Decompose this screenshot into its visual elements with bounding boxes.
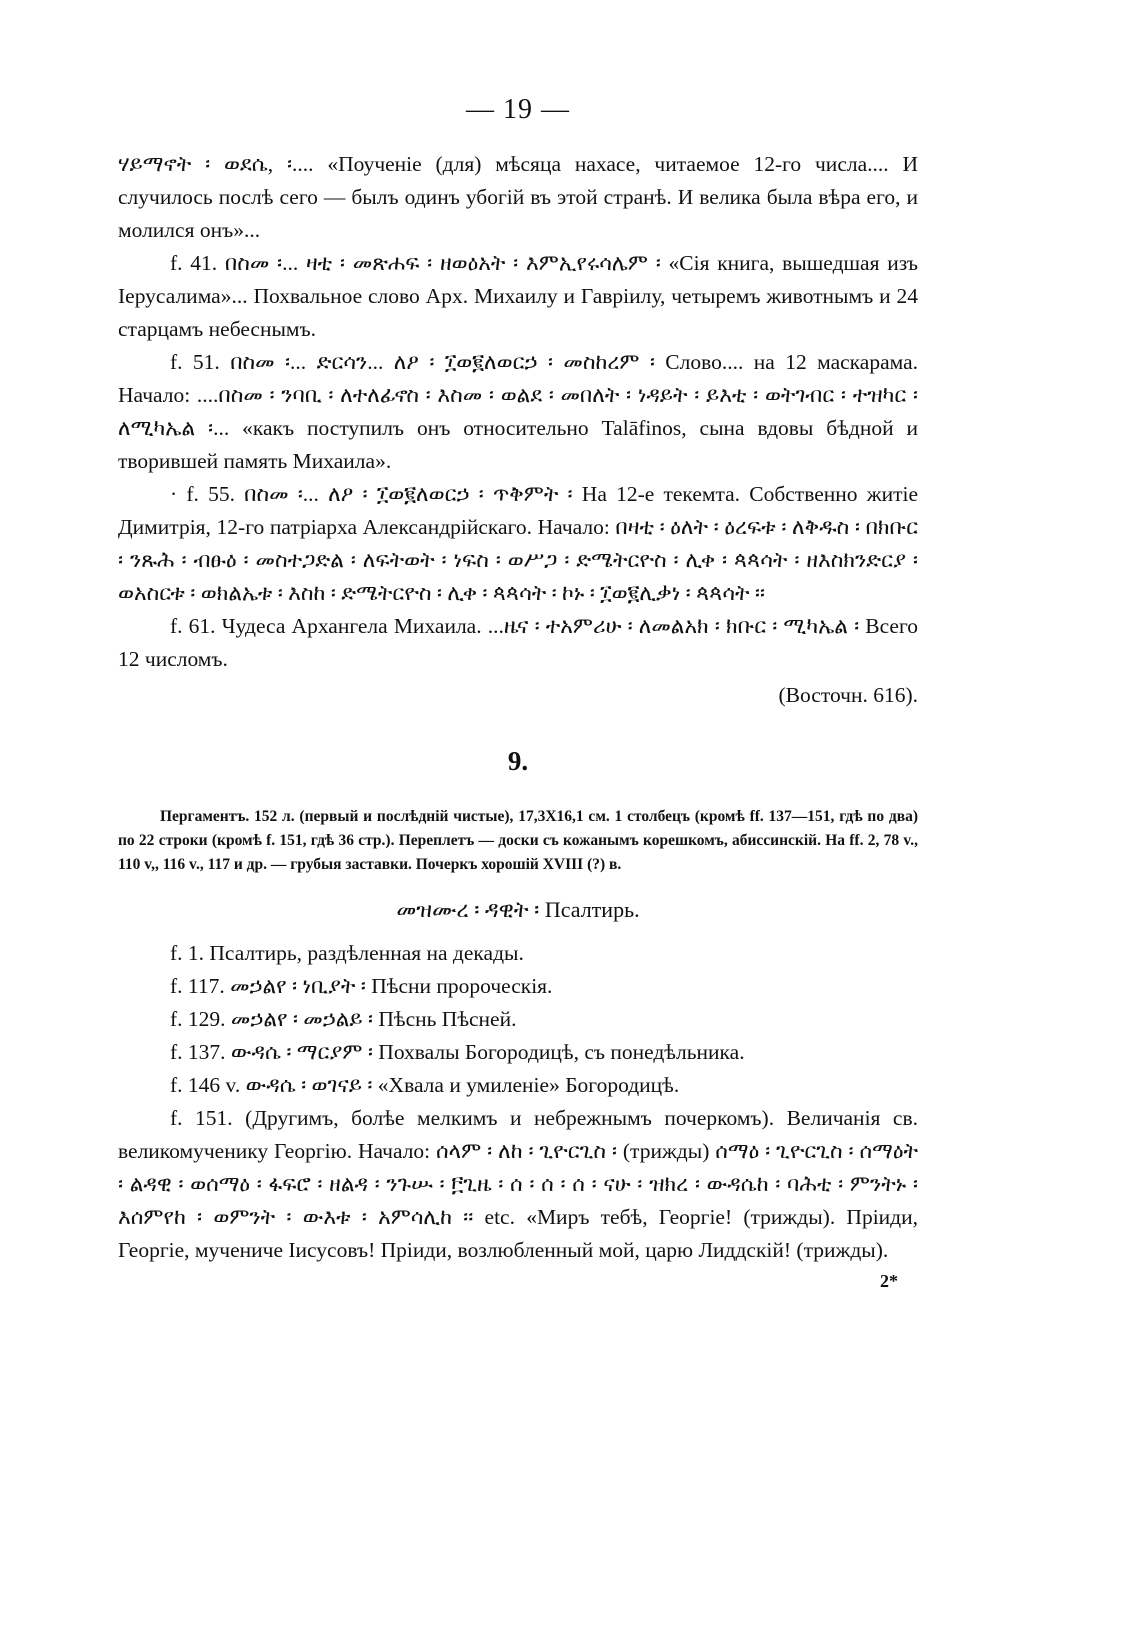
psalter-entry: f. 137. ውዳሴ ፡ ማርያም ፡ Похвалы Богородицѣ, съ понедѣльника. xyxy=(170,1040,745,1064)
psalter-entry: f. 117. መኃልየ ፡ ነቢያት ፡ Пѣсни пророческія. xyxy=(170,974,553,998)
psalter-entry: f. 1. Псалтирь, раздѣленная на декады. xyxy=(170,941,524,965)
source-reference: (Восточн. 616). xyxy=(778,683,918,707)
paragraph-f41: f. 41. በስመ ፡... ዛቲ ፡ መጽሐፍ ፡ ዘወዕአት ፡ እምኢየሩሳሌም ፡ «Сія книга, вышедшая изъ Іерусалима»... Похвальное слово Арх. Михаилу и Гавріилу, четыремъ животнымъ и 24 старцамъ небеснымъ. xyxy=(118,251,918,341)
paragraph-f55: · f. 55. በስመ ፡... ለዖ ፡ ፲ወ፪ለወርኃ ፡ ጥቅምት ፡ На 12-е текемта. Собственно житіе Димитрія, 12-го патріарха Александрійскаго. Начало: በዛቲ ፡ ዕለት ፡ ዕረፍቱ ፡ ለቅዱስ ፡ በክቡር ፡ ንጹሕ ፡ ብፁዕ ፡ መስተጋድል ፡ ለፍትወት ፡ ነፍስ ፡ ወሥጋ ፡ ድሜትርዮስ ፡ ሊቀ ፡ ጳጳሳት ፡ ዘእስክንድርያ ፡ ወአስርቱ ፡ ወክልኤቱ ፡ እስከ ፡ ድሜትርዮስ ፡ ሊቀ ፡ ጳጳሳት ፡ ኮኑ ፡ ፲ወ፪ሊቃነ ፡ ጳጳሳት ፡፡ xyxy=(118,482,918,605)
paragraph-f51: f. 51. በስመ ፡... ድርሳን... ለዖ ፡ ፲ወ፪ለወርኃ ፡ መስከረም ፡ Слово.... на 12 маскарама. Начало: ....በስመ ፡ ንባቢ ፡ ለተለፊኖስ ፡ እስመ ፡ ወልደ ፡ መበለት ፡ ነዳይት ፡ ይእቲ ፡ ወትገብር ፡ ተዝካር ፡ ለሚካኤል ፡... «какъ поступилъ онъ относительно Talāfinos, сына вдовы бѣдной и творившей память Михаила». xyxy=(118,350,918,473)
manuscript-description: Пергаментъ. 152 л. (первый и послѣдній чистые), 17,3X16,1 см. 1 столбецъ (кромѣ ff. 137—151, гдѣ по два) по 22 строки (кромѣ f. 151, гдѣ 36 стр.). Переплетъ — доски съ кожанымъ корешкомъ, абиссинскій. На ff. 2, 78 v., 110 v,, 116 v., 117 и др. — грубыя заставки. Почеркъ хорошій XVIII (?) в. xyxy=(118,808,918,873)
paragraph-f61: f. 61. Чудеса Архангела Михаила. ...ዜና ፡ ተአምሪሁ ፡ ለመልአክ ፡ ክቡር ፡ ሚካኤል ፡ Всего 12 числомъ. xyxy=(118,614,918,671)
psalter-entry: f. 129. መኃልየ ፡ መኃልይ ፡ Пѣснь Пѣсней. xyxy=(170,1007,517,1031)
paragraph-homily: ሃይማኖት ፡ ወደሴ, ፡.... «Поученіе (для) мѣсяца нахасе, читаемое 12-го числа.... И случилось послѣ сего — былъ одинъ убогій въ этой странѣ. И велика была вѣра его, и молился онъ»... xyxy=(118,152,918,242)
psalter-entry: f. 146 v. ውዳሴ ፡ ወገናይ ፡ «Хвала и умиленіе» Богородицѣ. xyxy=(170,1073,680,1097)
section-number: 9. xyxy=(507,746,529,776)
page-number: — 19 — xyxy=(466,94,570,125)
page xyxy=(118,88,918,1292)
section-subtitle: መዝሙረ ፡ ዳዊት ፡ Псалтирь. xyxy=(396,897,640,922)
psalter-entry: f. 151. (Другимъ, болѣе мелкимъ и небрежнымъ почеркомъ). Величанія св. великомученику Георгію. Начало: ሰላም ፡ ለከ ፡ ጊዮርጊስ ፡ (трижды) ሰማዕ ፡ ጊዮርጊስ ፡ ሰማዕት ፡ ልዳዊ ፡ ወሰማዕ ፡ ፋፍሮ ፡ ዘልዳ ፡ ንጉሡ ፡ ፫ጊዜ ፡ ሰ ፡ ሰ ፡ ሰ ፡ ናሁ ፡ ዝክረ ፡ ውዳሴከ ፡ ባሕቲ ፡ ምንትኑ ፡ እሰምየከ ፡ ወምንት ፡ ውእቱ ፡ አምሳሊከ ፡፡ etc. «Миръ тебѣ, Георгіе! (трижды). Пріиди, Георгіе, мучениче Іисусовъ! Пріиди, возлюбленный мой, царю Лиддскій! (трижды). xyxy=(118,1106,918,1262)
signature-mark: 2* xyxy=(880,1271,898,1291)
